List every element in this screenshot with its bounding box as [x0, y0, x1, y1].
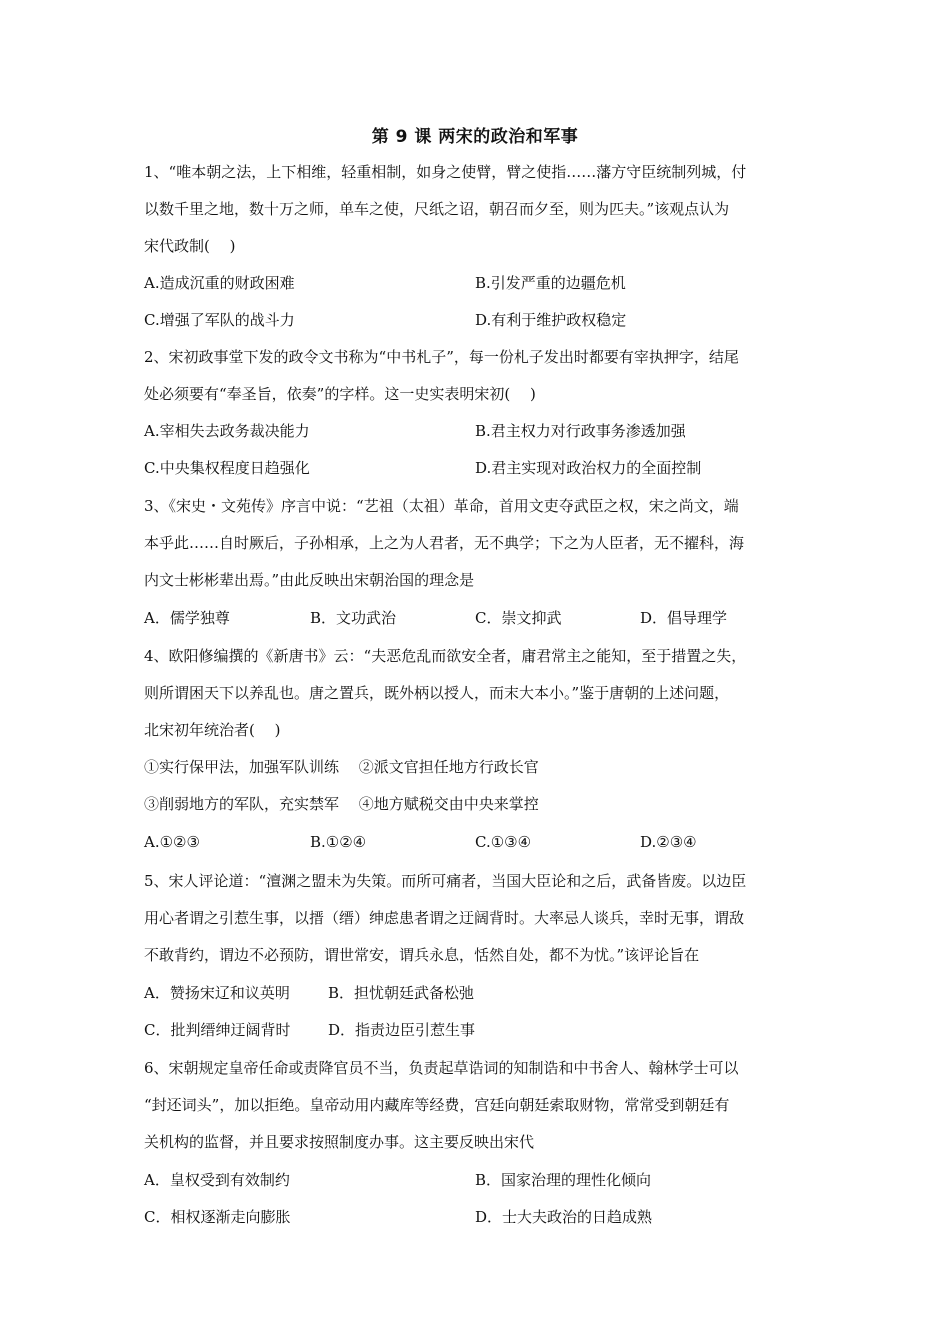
question-5-line: 5、宋人评论道：“澶渊之盟未为失策。而所可痛者，当国大臣论和之后，武备皆废。以边臣: [144, 872, 747, 890]
question-2-option-d: D.君主实现对政治权力的全面控制: [475, 459, 702, 477]
question-2-line: 2、宋初政事堂下发的政令文书称为“中书札子”，每一份札子发出时都要有宰执押字，结尾: [144, 348, 739, 366]
question-5-option-c: C．批判缙绅迂阔背时: [144, 1021, 291, 1039]
question-5-line: 用心者谓之引惹生事，以搢（缙）绅虑患者谓之迂阔背时。大率忌人谈兵，幸时无事，谓敌: [144, 909, 745, 927]
question-4-option-c: C.①③④: [475, 833, 532, 851]
question-4-statement: ③削弱地方的军队，充实禁军 ④地方赋税交由中央来掌控: [144, 795, 539, 813]
question-3-option-d: D．倡导理学: [640, 609, 728, 627]
question-2-option-c: C.中央集权程度日趋强化: [144, 459, 310, 477]
question-1-line: 1、“唯本朝之法，上下相维，轻重相制，如身之使臂，臂之使指……藩方守臣统制列城，付: [144, 163, 747, 181]
question-6-option-b: B．国家治理的理性化倾向: [475, 1171, 652, 1189]
question-3-option-a: A．儒学独尊: [144, 609, 230, 627]
question-4-option-d: D.②③④: [640, 833, 697, 851]
question-4-line: 则所谓困天下以养乱也。唐之置兵，既外柄以授人，而末大本小。”鉴于唐朝的上述问题，: [144, 684, 730, 702]
page-title: 第 9 课 两宋的政治和军事: [371, 127, 579, 147]
question-3-option-c: C．崇文抑武: [475, 609, 562, 627]
question-3-line: 本乎此……自时厥后，子孙相承，上之为人君者，无不典学；下之为人臣者，无不擢科，海: [144, 534, 745, 552]
question-6-option-a: A．皇权受到有效制约: [144, 1171, 290, 1189]
question-6-line: “封还词头”，加以拒绝。皇帝动用内藏库等经费，宫廷向朝廷索取财物，常常受到朝廷有: [144, 1096, 730, 1114]
question-2-option-a: A.宰相失去政务裁决能力: [144, 422, 310, 440]
question-1-line: 宋代政制( ): [144, 237, 236, 255]
question-1-line: 以数千里之地，数十万之师，单车之使，尺纸之诏，朝召而夕至，则为匹夫。”该观点认为: [144, 200, 730, 218]
question-3-line: 3、《宋史・文苑传》序言中说：“艺祖（太祖）革命，首用文吏夺武臣之权，宋之尚文，端: [144, 497, 739, 515]
question-4-statement: ①实行保甲法，加强军队训练 ②派文官担任地方行政长官: [144, 758, 539, 776]
question-1-option-b: B.引发严重的边疆危机: [475, 274, 626, 292]
question-4-option-b: B.①②④: [310, 833, 367, 851]
question-1-option-a: A.造成沉重的财政困难: [144, 274, 295, 292]
question-6-line: 6、宋朝规定皇帝任命或责降官员不当，负责起草诰词的知制诰和中书舍人、翰林学士可以: [144, 1059, 739, 1077]
question-1-option-c: C.增强了军队的战斗力: [144, 311, 295, 329]
question-4-option-a: A.①②③: [144, 833, 200, 851]
question-5-line: 不敢背约，谓边不必预防，谓世常安，谓兵永息，恬然自处，都不为忧。”该评论旨在: [144, 946, 700, 964]
question-5-option-d: D．指责边臣引惹生事: [328, 1021, 476, 1039]
question-3-option-b: B．文功武治: [310, 609, 397, 627]
question-4-line: 北宋初年统治者( ): [144, 721, 281, 739]
question-6-option-c: C．相权逐渐走向膨胀: [144, 1208, 291, 1226]
question-2-option-b: B.君主权力对行政事务渗透加强: [475, 422, 686, 440]
question-4-line: 4、欧阳修编撰的《新唐书》云：“夫恶危乱而欲安全者，庸君常主之能知，至于措置之失，: [144, 647, 747, 665]
question-2-line: 处必须要有“奉圣旨，依奏”的字样。这一史实表明宋初( ): [144, 385, 536, 403]
question-6-line: 关机构的监督，并且要求按照制度办事。这主要反映出宋代: [144, 1133, 535, 1151]
question-3-line: 内文士彬彬辈出焉。”由此反映出宋朝治国的理念是: [144, 571, 475, 589]
question-5-option-b: B．担忧朝廷武备松弛: [328, 984, 475, 1002]
question-1-option-d: D.有利于维护政权稳定: [475, 311, 627, 329]
question-5-option-a: A．赞扬宋辽和议英明: [144, 984, 290, 1002]
question-6-option-d: D．士大夫政治的日趋成熟: [475, 1208, 653, 1226]
